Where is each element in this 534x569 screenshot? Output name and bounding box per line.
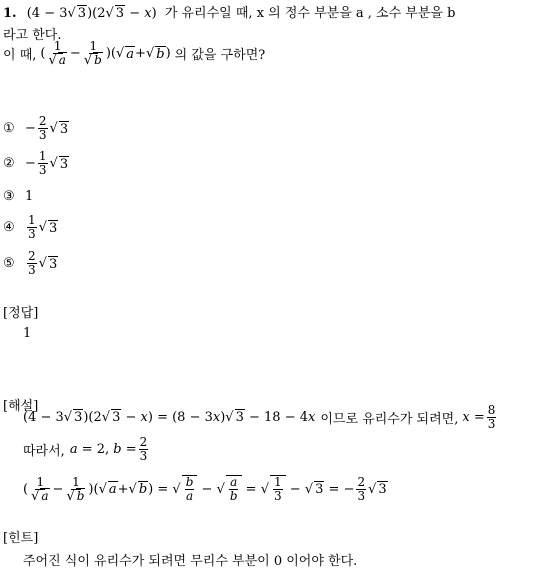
choice-2[interactable] — [3, 150, 69, 177]
answer-heading: [정답] — [3, 306, 39, 321]
question-text-1: 가 유리수일 때, x 의 정수 부분을 a , 소수 부분을 b — [164, 6, 456, 21]
question-line-3 — [3, 40, 265, 67]
choice-mark: ④ — [3, 220, 15, 235]
choice-formula: $\frac{2}{3}$ √ 3 — [28, 249, 58, 277]
explanation-x-value: x = $\frac{8}{3}$ — [462, 403, 496, 431]
question-line-1 — [3, 2, 455, 21]
choice-mark: ① — [3, 121, 15, 136]
answer-value: 1 — [23, 326, 32, 341]
question-number: 1. — [3, 6, 17, 21]
choice-5[interactable] — [3, 250, 58, 277]
choice-formula: 1 — [25, 189, 34, 204]
explanation-expression: (4 − 3√ 3)(2√ 3 − x) = (8 − 3x)√ 3 − 18 − 4x — [23, 410, 316, 425]
choice-formula: − $\frac{2}{3}$ √ 3 — [25, 114, 69, 142]
explanation-line-1 — [23, 404, 498, 431]
hint-heading: [힌트] — [3, 531, 39, 546]
choice-mark: ③ — [3, 189, 15, 204]
question-expression: (4 − 3√ 3)(2√ 3 − x) — [26, 6, 157, 21]
choice-mark: ② — [3, 156, 15, 171]
question-suffix: 의 값을 구하면? — [174, 48, 266, 63]
choice-mark: ⑤ — [3, 256, 15, 271]
question-prefix: 이 때, — [3, 48, 37, 63]
question-line-2: 라고 한다. — [3, 28, 62, 43]
explanation-line-2 — [23, 436, 150, 463]
explanation-ab-values: a = 2, b = $\frac{2}{3}$ — [69, 435, 148, 463]
explanation-line-3 — [23, 475, 388, 503]
choice-4[interactable] — [3, 214, 58, 241]
choice-1[interactable] — [3, 115, 69, 142]
question-formula: ( $\frac{1}{√ a}$ − $\frac{1}{√ b}$ )( √ a + √ b ) — [40, 39, 171, 68]
explanation-prefix-2: 따라서, — [23, 444, 65, 459]
explanation-result: ( $\frac{1}{√ a}$ − $\frac{1}{√ b}$ )( √ a + √ b ) = √ $\frac{b}{a}$ − √ $\frac{a}{b}$ = √ $\frac{1}{3}$ − √ 3 = − $\frac{2}{3}$ √ 3 — [23, 474, 387, 504]
explanation-text-1: 이므로 유리수가 되려면, — [320, 412, 459, 427]
explanation-heading: [해설] — [3, 399, 39, 414]
choice-formula: − $\frac{1}{3}$ √ 3 — [25, 149, 69, 177]
hint-text: 주어진 식이 유리수가 되려면 무리수 부분이 0 이어야 한다. — [23, 554, 358, 569]
choice-3[interactable] — [3, 189, 33, 204]
choice-formula: $\frac{1}{3}$ √ 3 — [28, 213, 58, 241]
